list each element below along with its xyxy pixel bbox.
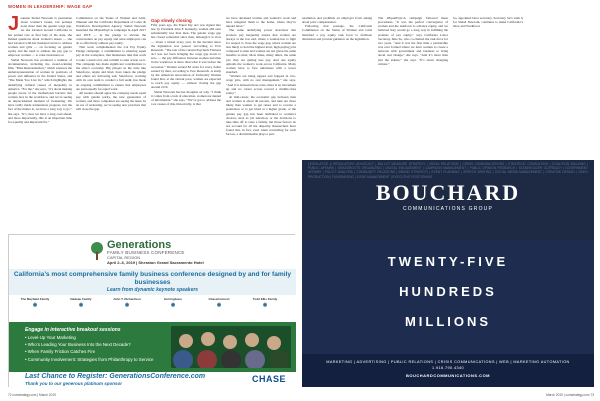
sponsor: John T. Richardson ◉ [107, 297, 147, 308]
paragraph: eanette Siebel Newsom is passionate about women’s issues, but perhaps none more than the gender wage gap. As she traveled around California in her partner role as first lady of the state, she fielded questions about women’s issues — she had traveled with her husband Gavin to address women and girls — on focusing on gender equity and the need to address the pay gap to empower women — to raise awareness on [8, 16, 72, 58]
big-word: TWENTY-FIVE [387, 254, 509, 269]
chase-logo: CHASE [251, 374, 286, 384]
generations-date: April 2–6, 2019 | Sheraton Grand Sacramento Hotel [107, 260, 204, 265]
article-column-8 [528, 16, 594, 156]
folio-right: March 2019 | comstrategy.com 73 [546, 393, 594, 397]
generations-keynote: Learn from dynamic keynote speakers [106, 286, 199, 293]
session-list [25, 334, 153, 363]
generations-ad[interactable] [8, 234, 295, 387]
generations-logo [89, 239, 219, 265]
sponsor-photo-icon: ◉ [78, 302, 84, 308]
article-column-4 [226, 16, 296, 232]
audience-photo [171, 326, 291, 368]
list-item: • Who’s Leading Your Business Into the Next Decade? [25, 342, 131, 348]
bouchard-ad[interactable] [302, 160, 594, 387]
tree-icon [89, 241, 105, 261]
article-column-5 [302, 16, 372, 156]
sponsor: The Mayfield Family ◉ [15, 297, 55, 308]
generations-header [9, 235, 296, 269]
bouchard-phone[interactable]: 1.916.790.4340 [432, 366, 464, 370]
paragraph: That work complemented the CA Pay Equity Pledge campaign, a commitment to ensuring equal pay in the workplace, that businesses take that work to take a stand on it and commit to take action on it. The campaign has made significant contributions to the state’s economy. Big players in the state like Salesforce, Apple and Intel, have taken the pledge and others are following suit. Salesforce, working with its own team to conduct a full audit, has made an ongoing commitment to ensure that employees are paid equally for equal work. [76, 45, 146, 91]
generations-title: Generations [107, 239, 172, 251]
sponsor-photo-icon: ◉ [262, 302, 268, 308]
generations-region: CAPITAL REGION [107, 255, 141, 260]
sponsor-thanks: Thank you to our generous platinum sponsor [25, 381, 123, 386]
bouchard-client-list: LEGISLATIVE & REGULATORY ADVOCACY | BALLOT MEASURE STRATEGY | MEDIA RELATIONS | CRISIS COMMUNICATIONS | STRATEGIC CONSULTING | COALITION BUILDING | PUBLIC AFFAIRS | GRASSROOTS ORGANIZING | DIGITAL ENGAGEMENT | CAMPAIGN MANAGEMENT | PUBLIC OPINION RESEARCH | STAKEHOLDER OUTREACH | GOVERNMENT AFFAIRS | POLICY ANALYSIS | COMMUNITY RELATIONS | BRAND STRATEGY | EVENT PLANNING | SPEECH WRITING | SOCIAL MEDIA MANAGEMENT | CREATIVE DESIGN | VIDEO PRODUCTION | FUNDRAISING | ISSUE MANAGEMENT | EXECUTIVE POSITIONING [308, 162, 588, 179]
big-word: HUNDREDS [399, 284, 497, 299]
list-item: • When Family Friction Catches Fire [25, 349, 96, 355]
generations-headline: California’s most comprehensive family business conference designed by and for family businesses [13, 271, 292, 286]
article-column-1 [8, 13, 72, 232]
paragraph: The same underlying power structures that produce pay inequality ensure that women are always at the low end, where a woman has to fight for respect to close the wage gap, where women are less likely to hold the highest level, high-paying jobs compared to men and women are not given the same benefits as men. Most times, many times, the same job, they are getting less pay. And one equity upholds the women’s work across California. Many women have to face unfairness with a lower standard. [226, 28, 296, 75]
article-column-2 [76, 16, 146, 232]
sponsor-photo-icon: ◉ [124, 302, 130, 308]
section-header: WOMEN IN LEADERSHIP: WAGE GAP [8, 4, 93, 9]
paragraph: At mid-career, the economic gap between men and women is about 40 percent, and men are more likely than women to get raises and to receive a promotion or to get hired at a higher grade, or the gender pay gap has been attributed to women’s choices, such as job selection, or the decisions to take time off to raise a family, but those factors do not account for all the disparity. Researchers have found that, in fact, even when controlling for such factors, a discrimination plays a part. [226, 94, 296, 137]
big-word: MILLIONS [404, 314, 492, 329]
paragraph: Fifty years ago, the Equal Pay Act was signed into law by President John F. Kennedy, women still earn substantially less than men. The gender wage gap has closed somewhat since then, although it is slow — about a nickel every year. In the decades since the legislation was passed. According to Pew Research, “The rate of the current Paycheck Fairness Act was not been bringing the wage gap down to zero — the pay difference between women and men in the workforce is more than what it was before the recession.” Women earned 82 cents for every dollar earned by men, according to Pew Research. A study by the American Association of University Women found that, at the current pace, women are expected to reach pay equity — without closing the gap around 2119. [151, 23, 221, 90]
list-item: • Level-Up Your Marketing [25, 335, 76, 340]
generations-footer [9, 372, 296, 388]
paragraph: “Women are being tapped and trapped in low-wage jobs, with no real management,” she says. “And it is between those roles, there is no movement up and no career access toward a middle-class salary.” [226, 74, 296, 95]
bouchard-footer [302, 354, 594, 387]
bouchard-group: COMMUNICATIONS GROUP [402, 206, 494, 212]
sponsor: ChaseConnect ◉ [199, 297, 239, 308]
engage-panel [9, 322, 296, 372]
bouchard-name: BOUCHARD [375, 180, 521, 205]
sponsor: Nadeau Family ◉ [61, 297, 101, 308]
paragraph: we have devalued women and women’s work and have relegated them to the home, where they’re unpaid labor.” [226, 16, 296, 29]
folio-left: 72 comstrategy.com | March 2019 [8, 393, 56, 397]
sponsor-strip [9, 295, 296, 323]
paragraph: All leaders should agree the company needs equal pay with gender parity, the new generation of women, and more companies are seeing the issue. In an era of reckoning, we’re seeing new practices that will close the gap. [76, 90, 146, 112]
paragraph: retaliation and prohibits an employer from asking about prior compensation. [302, 16, 372, 25]
paragraph: The #EqualPayCA campaign followed these procedures. “It was the perfect convergence of women and the taskforce to advance equity, and we believed they would go a long way in fulfilling the promise of pay equity,” says California Labor Secretary Julie Su, who co-chaired the task force for two years. “And it was the first time a partnership was ever formed where we have women to create a network with government and business to bring about real change,” she says. “And it’s more than just the statute,” she says. “It’s about changing culture.” [378, 16, 448, 66]
sponsor-photo-icon: ◉ [216, 302, 222, 308]
paragraph: Siebel Newsom has produced a number of documentaries, including the award-winning film, “Miss Representation,” which explores the underrepresentation of women in positions of power and influence in the United States, and “The Mask You Live In,” which highlights the underlying cultural causes of inequality in America. “For me,” she says, “it’s about making people aware of the institutional barriers that women face in the workforce, and we’re seeing an unprecedented moment of awakening. We have really made tremendous progress, but the fact of the matter is, we have a long way to go,” she says. “It’s clear we have a long road ahead, and more importantly, this is an important time for equality and important fix.” [8, 57, 72, 124]
generations-headline-box [9, 269, 296, 295]
paragraph: So, appointed labor secretary, Secretary Su’s wish is for Siebel Newsom, continues to make California’s labor and Workforce [453, 16, 523, 29]
bouchard-services: MARKETING | ADVERTISING | PUBLIC RELATIONS | CRISIS COMMUNICATIONS | WEB | MARKETING AUTOMATION [326, 360, 570, 364]
bouchard-website[interactable]: BOUCHARDCOMMUNICATIONS.COM [405, 373, 491, 378]
sponsor: Todd Ellis Family ◉ [245, 297, 285, 308]
bouchard-feature [302, 240, 594, 354]
bouchard-header [302, 160, 594, 240]
register-link[interactable]: Last Chance to Register: GenerationsConference.com [25, 373, 206, 380]
sponsor-photo-icon: ◉ [32, 302, 38, 308]
sponsor: Herringbone ◉ [153, 297, 193, 308]
paragraph: Siebel Newsom has her thoughts on why. “I think it comes from a lack of education, women are denied of information,” she says. “We’ve got to address the root causes of this, historically, is that [151, 89, 221, 106]
engage-heading: Engage in interactive breakout sessions [25, 327, 121, 333]
paragraph: Commission on the Status of Women and Girls, Thuesen and the California Department of Labor & Workforce Development Agency, Siebel Newsom launched the #EqualPayCA campaign in April 2017 and 2018 — in the pledge to elevate the conversation on pay equity and what employers can do to effectively address pay equity. [76, 16, 146, 45]
subheading: Gap slowly closing [151, 17, 192, 23]
dropcap: J [8, 13, 20, 35]
article-column-7 [453, 16, 523, 156]
bouchard-logo [302, 180, 594, 212]
sponsor-photo-icon: ◉ [170, 302, 176, 308]
article-column-3 [151, 16, 221, 232]
article-column-6 [378, 16, 448, 156]
generations-subtitle: FAMILY BUSINESS CONFERENCE [107, 250, 185, 255]
paragraph: Following that passage, the California Commission on the Status of Women and Girls launched a pay equity task force to facilitate discussion and provide guidance on the legislation. [302, 24, 372, 41]
list-item: • Community Involvement: Strategies from Philanthropy to Service [25, 356, 154, 362]
